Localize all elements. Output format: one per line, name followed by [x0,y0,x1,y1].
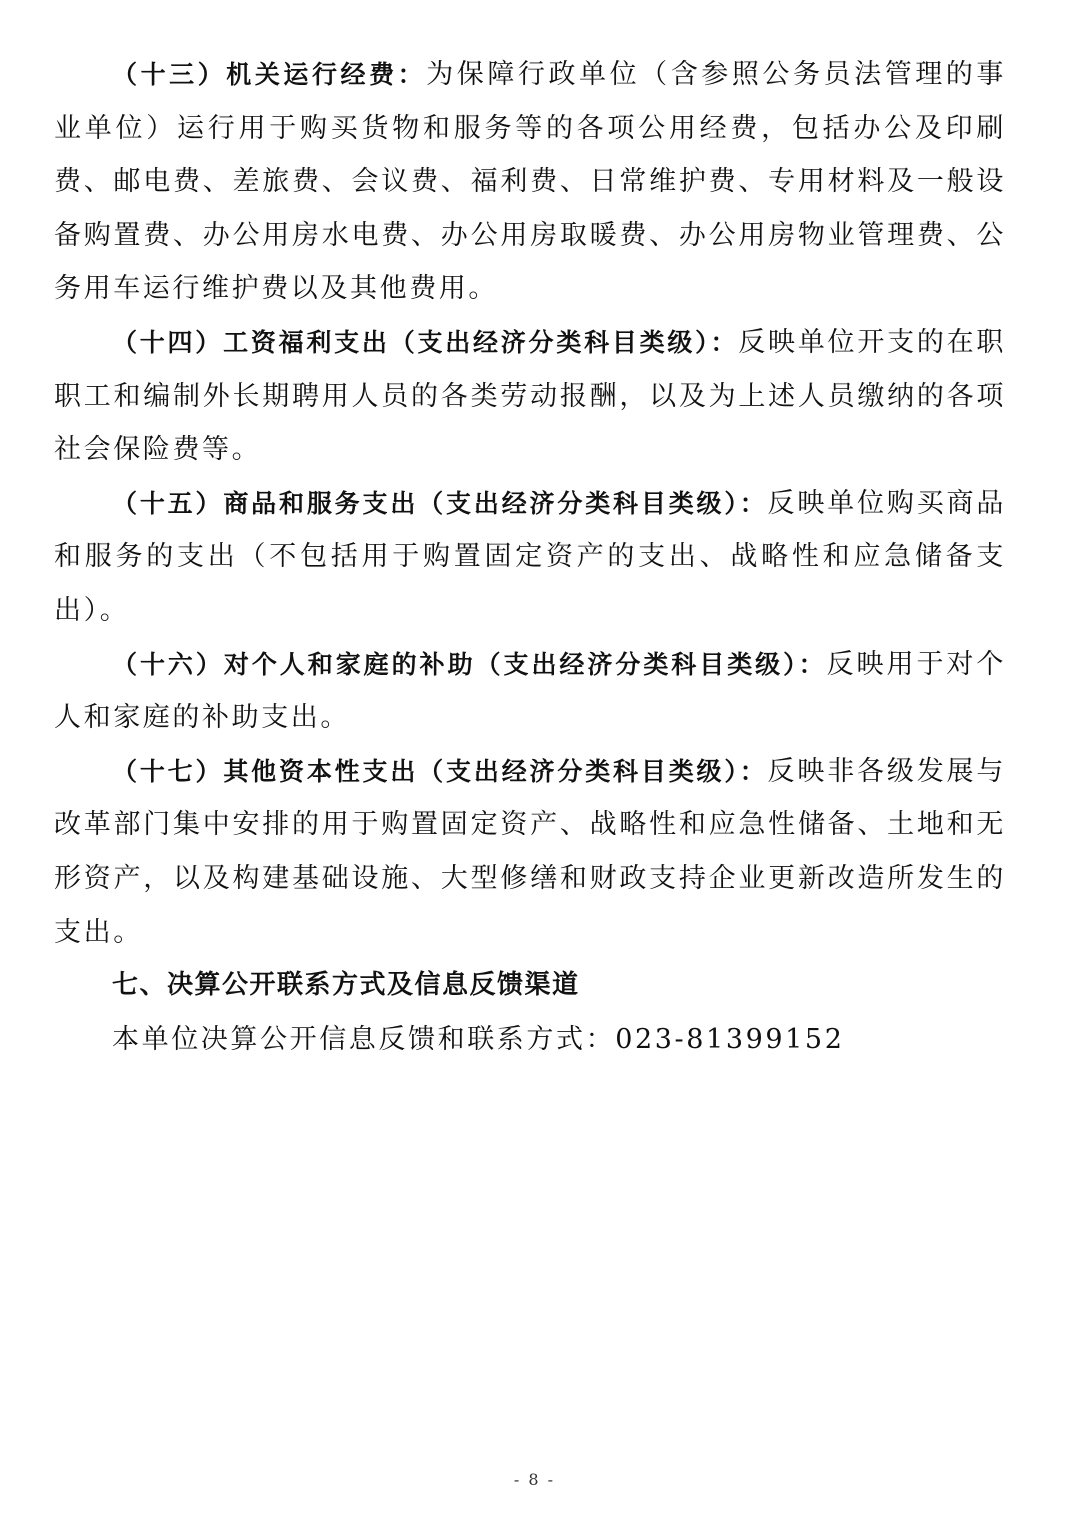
definition-term: （十七）其他资本性支出（支出经济分类科目类级）： [112,756,768,786]
definition-paragraph-17 [54,745,1006,959]
definition-text: 为保障行政单位（含参照公务员法管理的事业单位）运行用于购买货物和服务等的各项公用经费，包括办公及印刷费、邮电费、差旅费、会议费、福利费、日常维护费、专用材料及一般设备购置费、办公用房水电费、办公用房取暖费、办公用房物业管理费、公务用车运行维护费以及其他费用。 [54,59,1006,305]
definition-text: 反映用于对个人和家庭的补助支出。 [54,648,1006,734]
definition-term: （十五）商品和服务支出（支出经济分类科目类级）： [112,488,768,518]
contact-phone: 023-81399152 [615,1023,845,1055]
document-body [54,48,1006,1066]
section-heading: 七、决算公开联系方式及信息反馈渠道 [112,970,580,1001]
definition-paragraph-15 [54,477,1006,638]
definition-text: 反映非各级发展与改革部门集中安排的用于购置固定资产、战略性和应急性储备、土地和无形资产，以及构建基础设施、大型修缮和财政支持企业更新改造所发生的支出。 [54,755,1006,948]
definition-paragraph-14 [54,316,1006,477]
definition-paragraph-16 [54,638,1006,745]
definition-term: （十六）对个人和家庭的补助（支出经济分类科目类级）： [112,649,827,679]
definition-paragraph-13 [54,48,1006,316]
definition-text: 反映单位购买商品和服务的支出（不包括用于购置固定资产的支出、战略性和应急储备支出）。 [54,487,1006,626]
contact-label: 本单位决算公开信息反馈和联系方式： [112,1023,616,1055]
definition-text: 反映单位开支的在职职工和编制外长期聘用人员的各类劳动报酬，以及为上述人员缴纳的各项社会保险费等。 [54,326,1006,466]
definition-term: （十三）机关运行经费： [112,60,427,89]
page-number: - 8 - [513,1470,556,1489]
contact-line [54,1013,1006,1067]
definition-term: （十四）工资福利支出（支出经济分类科目类级）： [112,327,739,357]
